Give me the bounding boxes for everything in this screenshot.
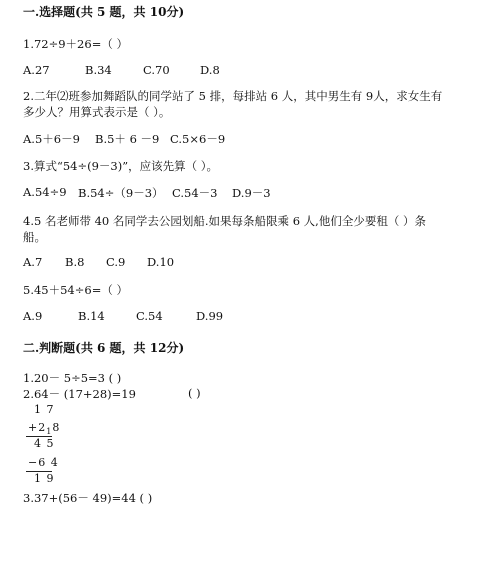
q3-option-c: C.54－3 bbox=[172, 186, 218, 200]
judge-question-1: 1.20－ 5÷5=3 ( ) bbox=[23, 371, 122, 385]
q5-option-d: D.99 bbox=[196, 309, 224, 323]
question-5: 5.45＋54÷6=（ ） bbox=[23, 283, 128, 297]
q2-option-b: B.5＋ 6 －9 bbox=[95, 132, 160, 146]
q2-option-a: A.5＋6－9 bbox=[23, 132, 80, 146]
question-1: 1.72÷9＋26=（ ） bbox=[23, 37, 128, 51]
calc-line-4: −6 4 bbox=[28, 456, 59, 469]
q4-option-c: C.9 bbox=[106, 255, 126, 269]
q1-option-c: C.70 bbox=[143, 63, 170, 77]
q1-option-a: A.27 bbox=[23, 63, 50, 77]
calc-line-1: 1 7 bbox=[34, 403, 55, 416]
calc-line-5: 1 9 bbox=[34, 472, 55, 485]
q5-option-c: C.54 bbox=[136, 309, 163, 323]
q5-option-a: A.9 bbox=[23, 309, 43, 323]
calc-line-3: 4 5 bbox=[34, 437, 55, 450]
q3-option-b: B.54÷（9－3） bbox=[78, 186, 164, 200]
question-2-line2: 多少人？用算式表示是（ ）。 bbox=[23, 105, 171, 119]
question-4-line1: 4.5 名老师带 40 名同学去公园划船.如果每条船限乘 6 人,他们全少要租（ ）条 bbox=[23, 214, 426, 228]
q1-option-b: B.34 bbox=[85, 63, 112, 77]
q4-option-b: B.8 bbox=[65, 255, 85, 269]
question-4-line2: 船。 bbox=[23, 230, 46, 244]
q3-option-a: A.54÷9 bbox=[23, 185, 67, 199]
calc-carry: 1 bbox=[46, 427, 53, 437]
calc-line-2 bbox=[28, 421, 60, 436]
judge-question-2-paren: ( ) bbox=[188, 386, 201, 400]
q1-option-d: D.8 bbox=[200, 63, 220, 77]
calc-line-2-a: +2 bbox=[28, 421, 47, 434]
question-3: 3.算式“54÷(9－3)”，应该先算（ ）。 bbox=[23, 159, 219, 173]
section2-title: 二.判断题(共 6 题，共 12分) bbox=[23, 341, 185, 355]
q3-option-d: D.9－3 bbox=[232, 186, 271, 200]
section1-title: 一.选择题(共 5 题，共 10分) bbox=[23, 5, 185, 19]
q4-option-a: A.7 bbox=[23, 255, 43, 269]
q5-option-b: B.14 bbox=[78, 309, 105, 323]
q4-option-d: D.10 bbox=[147, 255, 175, 269]
question-2-line1: 2.二年⑵班参加舞蹈队的同学站了 5 排，每排站 6 人，其中男生有 9人，求女生有 bbox=[23, 89, 443, 103]
judge-question-3: 3.37+(56－ 49)=44 ( ) bbox=[23, 491, 153, 505]
calc-line-2-b: 8 bbox=[52, 421, 61, 434]
q2-option-c: C.5×6－9 bbox=[170, 132, 226, 146]
judge-question-2: 2.64－ (17+28)=19 bbox=[23, 387, 136, 401]
